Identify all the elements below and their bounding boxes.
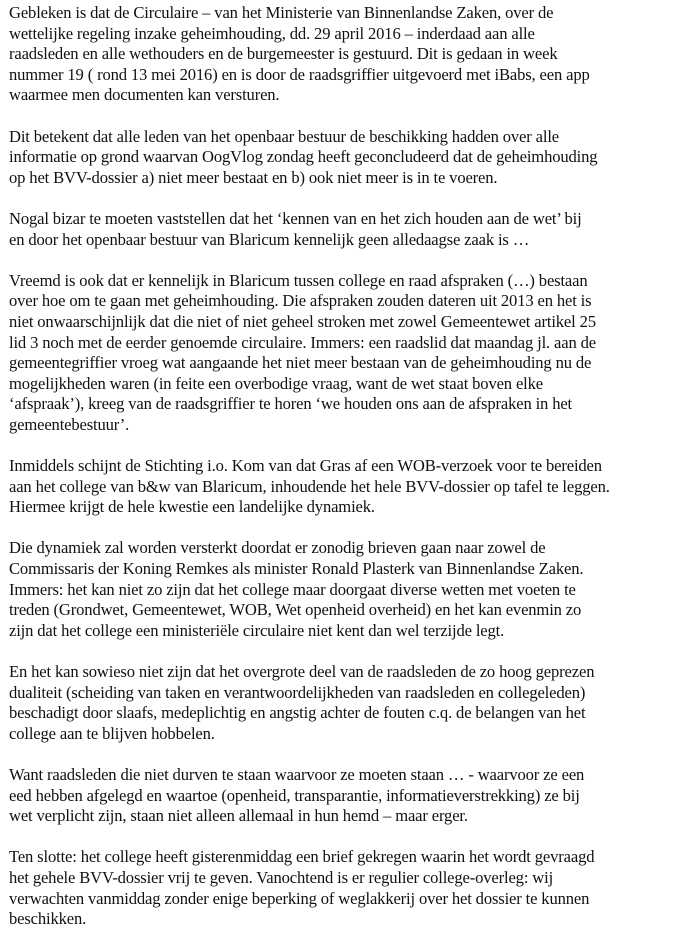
text-line: lid 3 noch met de eerder genoemde circulaire. Immers: een raadslid dat maandag jl. aan de (9, 332, 596, 352)
text-line: Immers: het kan niet zo zijn dat het college maar doorgaat diverse wetten met voeten te (9, 579, 576, 599)
text-line: op het BVV-dossier a) niet meer bestaat en b) ook niet meer is in te voeren. (9, 167, 498, 187)
text-line: wettelijke regeling inzake geheimhouding, dd. 29 april 2016 – inderdaad aan alle (9, 23, 535, 43)
text-line: waarmee men documenten kan versturen. (9, 85, 280, 105)
paragraph-bizar (9, 209, 692, 250)
text-line: Die dynamiek zal worden versterkt doordat er zonodig brieven gaan naar zowel de (9, 538, 546, 558)
text-line: gemeentegriffier vroeg wat aangaande het niet meer bestaan van de geheimhouding nu de (9, 353, 592, 373)
text-line: Nogal bizar te moeten vaststellen dat het ‘kennen van en het zich houden aan de wet’ bij (9, 208, 582, 228)
paragraph-afspraken (9, 271, 692, 436)
text-line: het gehele BVV-dossier vrij te geven. Vanochtend is er regulier college-overleg: wij (9, 867, 554, 887)
paragraph-wob-verzoek (9, 456, 692, 518)
paragraph-dynamiek (9, 538, 692, 641)
text-line: Gebleken is dat de Circulaire – van het Ministerie van Binnenlandse Zaken, over de (9, 3, 554, 22)
text-line: ‘afspraak’), kreeg van de raadsgriffier te horen ‘we houden ons aan de afspraken in het (9, 394, 573, 414)
paragraph-circulaire (9, 3, 692, 106)
text-line: dualiteit (scheiding van taken en verantwoordelijkheden van raadsleden en collegeleden) (9, 682, 586, 702)
text-line: Want raadsleden die niet durven te staan waarvoor ze moeten staan … - waarvoor ze een (9, 764, 585, 784)
text-line: beschadigt door slaafs, medeplichtig en angstig achter de fouten c.q. de belangen van het (9, 703, 586, 723)
text-line: over hoe om te gaan met geheimhouding. Die afspraken zouden dateren uit 2013 en het is (9, 291, 592, 311)
paragraph-beschikking (9, 127, 692, 189)
text-line: zijn dat het college een ministeriële circulaire niet kent dan wel terzijde legt. (9, 620, 505, 640)
text-line: en door het openbaar bestuur van Blaricum kennelijk geen alledaagse zaak is … (9, 229, 530, 249)
text-line: En het kan sowieso niet zijn dat het overgrote deel van de raadsleden de zo hoog geprezen (9, 662, 595, 681)
text-line: Vreemd is ook dat er kennelijk in Blaricum tussen college en raad afspraken (…) bestaan (9, 270, 588, 290)
text-line: Inmiddels schijnt de Stichting i.o. Kom van dat Gras af een WOB-verzoek voor te bereiden (9, 456, 602, 476)
paragraph-dualiteit (9, 662, 692, 744)
text-line: nummer 19 ( rond 13 mei 2016) en is door de raadsgriffier uitgevoerd met iBabs, een app (9, 64, 590, 84)
text-line: Commissaris der Koning Remkes als minister Ronald Plasterk van Binnenlandse Zaken. (9, 559, 584, 579)
text-line: beschikken. (9, 909, 87, 929)
text-line: college aan te blijven hobbelen. (9, 723, 215, 743)
text-line: Dit betekent dat alle leden van het openbaar bestuur de beschikking hadden over alle (9, 126, 559, 146)
text-line: aan het college van b&w van Blaricum, inhoudende het hele BVV-dossier op tafel te leggen. (9, 476, 610, 496)
text-line: mogelijkheden waren (in feite een overbodige vraag, want de wet staat boven elke (9, 373, 543, 393)
text-line: niet onwaarschijnlijk dat die niet of niet geheel stroken met zowel Gemeentewet artikel 25 (9, 311, 596, 331)
paragraph-ten-slotte (9, 847, 692, 929)
text-line: wet verplicht zijn, staan niet alleen allemaal in hun hemd – maar erger. (9, 806, 468, 826)
text-line: Ten slotte: het college heeft gisterenmiddag een brief gekregen waarin het wordt gevraagd (9, 847, 595, 867)
text-line: informatie op grond waarvan OogVlog zondag heeft geconcludeerd dat de geheimhouding (9, 147, 598, 167)
text-line: treden (Grondwet, Gemeentewet, WOB, Wet openheid overheid) en het kan evenmin zo (9, 600, 582, 620)
text-line: eed hebben afgelegd en waartoe (openheid, transparantie, informatieverstrekking) ze bij (9, 785, 580, 805)
text-line: gemeentebestuur’. (9, 414, 130, 434)
paragraph-raadsleden (9, 765, 692, 827)
text-line: Hiermee krijgt de hele kwestie een landelijke dynamiek. (9, 497, 375, 517)
text-line: verwachten vanmiddag zonder enige beperking of weglakkerij over het dossier te kunnen (9, 888, 590, 908)
text-line: raadsleden en alle wethouders en de burgemeester is gestuurd. Dit is gedaan in week (9, 44, 558, 64)
